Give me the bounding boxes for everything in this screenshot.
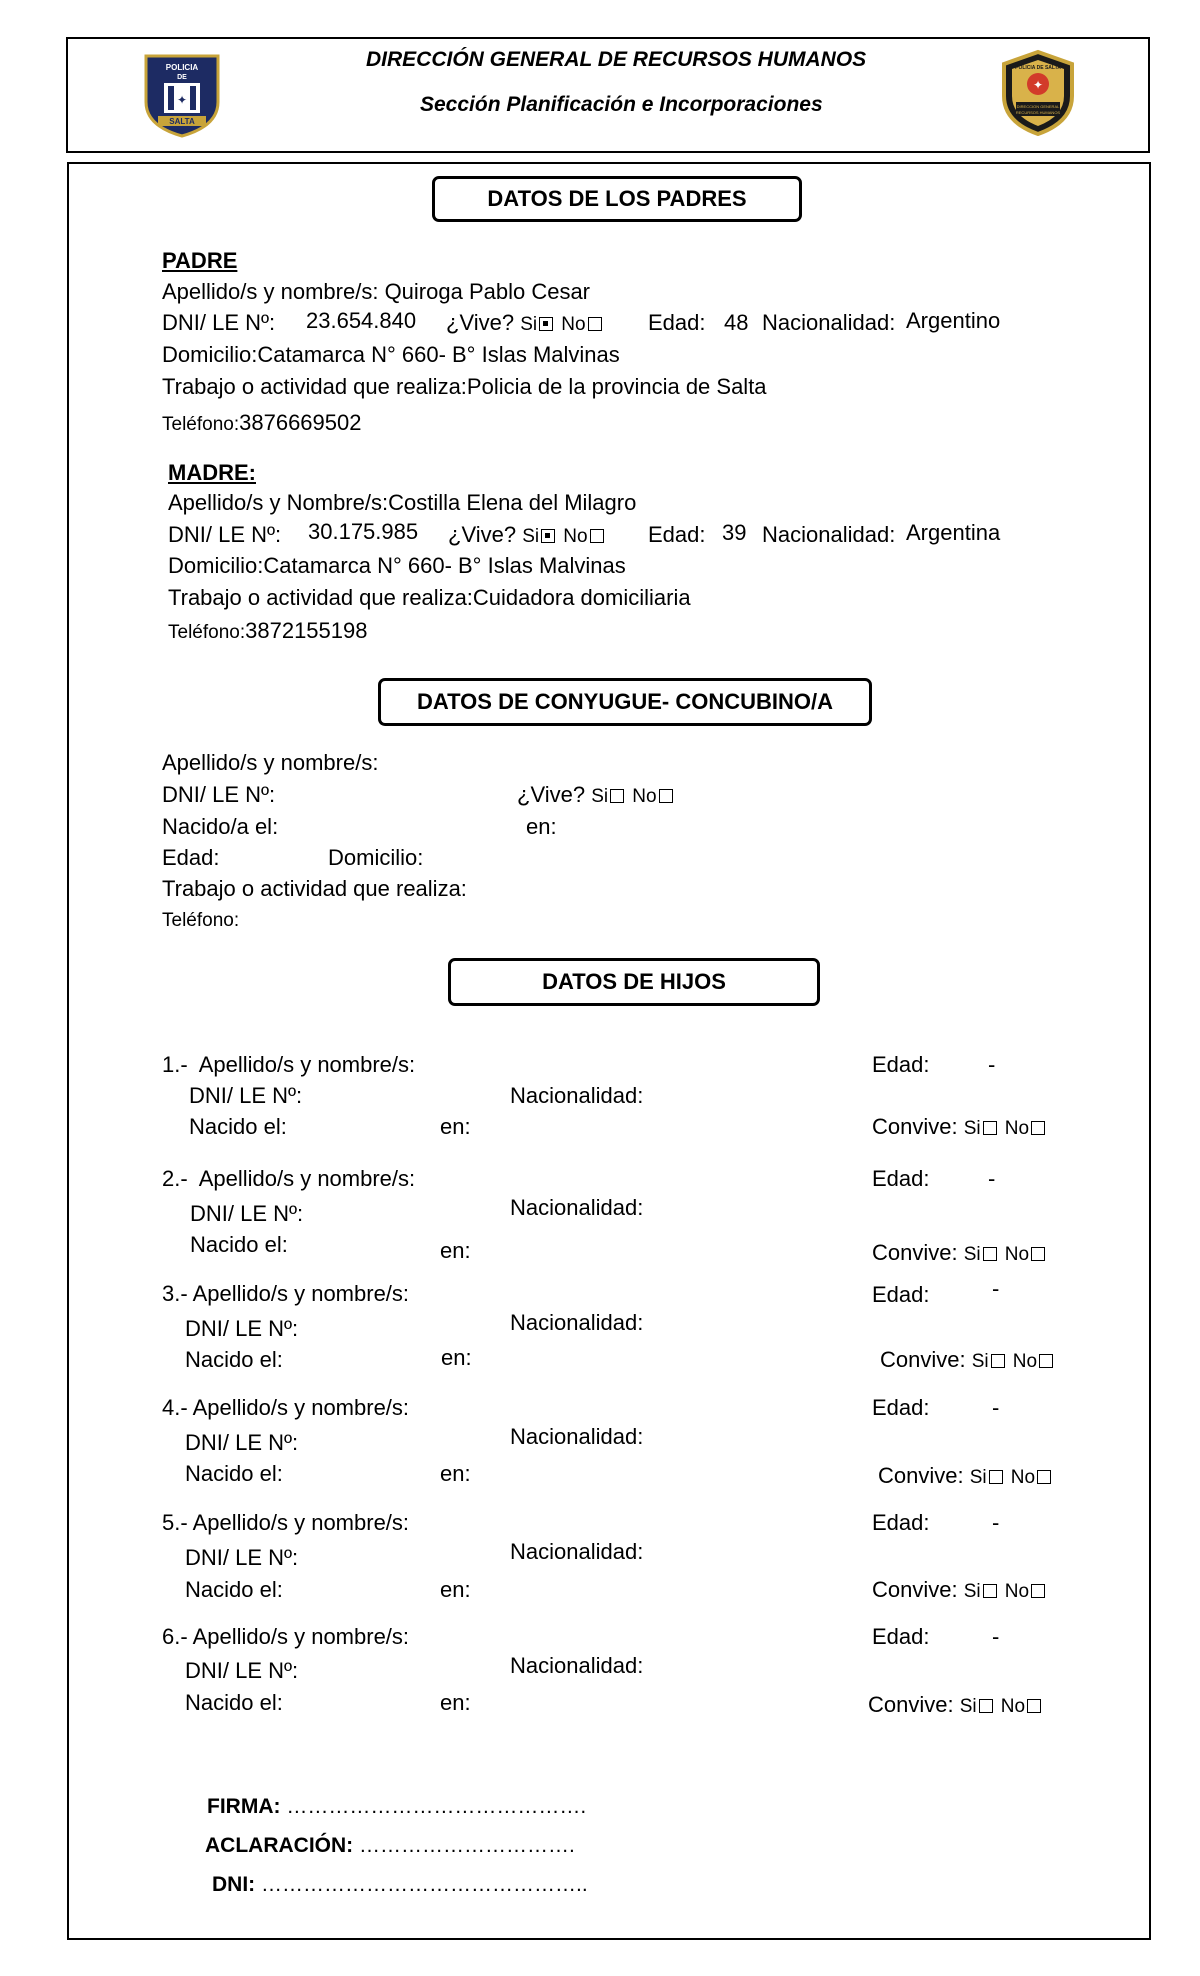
- dni-signature-label: DNI:: [212, 1873, 256, 1896]
- hijo-1-nacionalidad-label: Nacionalidad:: [510, 1083, 644, 1108]
- madre-trabajo-value[interactable]: Cuidadora domiciliaria: [472, 585, 691, 610]
- madre-edad-value[interactable]: 39: [722, 520, 747, 545]
- madre-telefono-row: [168, 618, 367, 644]
- padre-edad-label: Edad:: [648, 310, 706, 335]
- hijo-5-num: 5.-: [162, 1510, 188, 1535]
- hijo-4-si-label: Si: [969, 1467, 987, 1488]
- police-salta-logo-left: [140, 50, 224, 138]
- hijo-2-nacionalidad-label: Nacionalidad:: [510, 1195, 644, 1220]
- left-logo-text-1: POLICIA: [165, 63, 199, 72]
- madre-vive-group: [448, 522, 606, 548]
- hijo-2-si-label: Si: [963, 1244, 981, 1265]
- hijo-2-nacido-label: Nacido el:: [190, 1232, 288, 1257]
- hijo-6-apellido-label: Apellido/s y nombre/s:: [192, 1624, 410, 1649]
- conyuge-apellido-label: Apellido/s y nombre/s:: [162, 750, 379, 775]
- padre-vive-si-label: Si: [520, 314, 538, 335]
- hijo-3-edad-value[interactable]: -: [992, 1276, 1000, 1301]
- section-heading-hijos: DATOS DE HIJOS: [448, 958, 820, 1006]
- hijo-2-convive-group: [872, 1240, 1047, 1266]
- rrhh-badge-logo-right: [998, 48, 1078, 136]
- hijo-6-edad-label: Edad:: [872, 1624, 930, 1649]
- conyuge-nacido-label: Nacido/a el:: [162, 814, 279, 839]
- hijo-5-apellido-label: Apellido/s y nombre/s:: [192, 1510, 410, 1535]
- hijo-2-dni-label: DNI/ LE Nº:: [190, 1201, 304, 1226]
- hijo-5-edad-value[interactable]: -: [992, 1510, 1000, 1535]
- hijo-4-nacionalidad-label: Nacionalidad:: [510, 1424, 644, 1449]
- padre-trabajo-row: [162, 374, 767, 400]
- conyuge-vive-si-label: Si: [591, 786, 609, 807]
- madre-nacionalidad-label: Nacionalidad:: [762, 522, 896, 547]
- hijo-6-apellido-row: [162, 1624, 409, 1650]
- hijo-1-si-label: Si: [963, 1118, 981, 1139]
- hijo-1-num: 1.-: [162, 1052, 188, 1077]
- hijo-3-si-label: Si: [971, 1351, 989, 1372]
- section-heading-conyuge: DATOS DE CONYUGUE- CONCUBINO/A: [378, 678, 872, 726]
- hijo-2-convive-label: Convive:: [872, 1240, 958, 1265]
- conyuge-vive-label: ¿Vive?: [517, 782, 586, 807]
- madre-vive-si-label: Si: [522, 526, 540, 547]
- hijo-6-no-checkbox[interactable]: [1027, 1699, 1041, 1713]
- madre-vive-label: ¿Vive?: [448, 522, 517, 547]
- hijo-3-num: 3.-: [162, 1281, 188, 1306]
- hijo-1-edad-label: Edad:: [872, 1052, 930, 1077]
- hijo-1-convive-label: Convive:: [872, 1114, 958, 1139]
- hijo-6-dni-label: DNI/ LE Nº:: [185, 1658, 299, 1683]
- conyuge-edad-label: Edad:: [162, 845, 220, 870]
- svg-text:✦: ✦: [176, 93, 188, 107]
- hijo-3-en-label: en:: [441, 1345, 472, 1370]
- hijo-4-edad-value[interactable]: -: [992, 1395, 1000, 1420]
- padre-nacionalidad-value[interactable]: Argentino: [906, 308, 1001, 333]
- hijo-3-apellido-label: Apellido/s y nombre/s:: [192, 1281, 410, 1306]
- padre-domicilio-label: Domicilio:: [162, 342, 258, 367]
- conyuge-telefono-label: Teléfono:: [162, 910, 240, 931]
- madre-trabajo-row: [168, 585, 691, 611]
- hijo-6-convive-label: Convive:: [868, 1692, 954, 1717]
- hijo-3-si-checkbox[interactable]: [991, 1354, 1005, 1368]
- hijo-3-convive-label: Convive:: [880, 1347, 966, 1372]
- right-logo-text-1: POLICIA DE SALTA: [1015, 65, 1061, 71]
- aclaracion-label: ACLARACIÓN:: [205, 1834, 354, 1857]
- hijo-3-dni-label: DNI/ LE Nº:: [185, 1316, 299, 1341]
- hijo-2-no-label: No: [1004, 1244, 1030, 1265]
- hijo-2-apellido-label: Apellido/s y nombre/s:: [198, 1166, 416, 1191]
- dni-signature-dots[interactable]: ………………………………………..: [261, 1873, 588, 1896]
- firma-label: FIRMA:: [207, 1795, 281, 1818]
- header-subtitle: Sección Planificación e Incorporaciones: [420, 93, 823, 116]
- padre-domicilio-row: [162, 342, 620, 368]
- madre-telefono-label: Teléfono:: [168, 622, 246, 643]
- hijo-3-no-checkbox[interactable]: [1039, 1354, 1053, 1368]
- hijo-5-nacionalidad-label: Nacionalidad:: [510, 1539, 644, 1564]
- hijo-6-nacionalidad-label: Nacionalidad:: [510, 1653, 644, 1678]
- hijo-4-edad-label: Edad:: [872, 1395, 930, 1420]
- madre-dni-label: DNI/ LE Nº:: [168, 522, 282, 547]
- hijo-3-apellido-row: [162, 1281, 409, 1307]
- left-logo-text-2: DE: [177, 74, 187, 81]
- hijo-6-en-label: en:: [440, 1690, 471, 1715]
- hijo-4-dni-label: DNI/ LE Nº:: [185, 1430, 299, 1455]
- hijo-1-edad-value[interactable]: -: [988, 1052, 996, 1077]
- hijo-5-en-label: en:: [440, 1577, 471, 1602]
- hijo-2-edad-value[interactable]: -: [988, 1166, 996, 1191]
- padre-vive-group: [446, 310, 604, 336]
- hijo-2-no-checkbox[interactable]: [1031, 1247, 1045, 1261]
- firma-dots[interactable]: …………………………………….: [286, 1795, 587, 1818]
- padre-dni-value[interactable]: 23.654.840: [306, 308, 417, 333]
- hijo-4-no-checkbox[interactable]: [1037, 1470, 1051, 1484]
- hijo-4-apellido-row: [162, 1395, 409, 1421]
- madre-apellido-label: Apellido/s y Nombre/s:: [168, 490, 389, 515]
- aclaracion-row: [205, 1834, 575, 1858]
- hijo-2-num: 2.-: [162, 1166, 188, 1191]
- hijo-6-convive-group: [868, 1692, 1043, 1718]
- hijo-4-num: 4.-: [162, 1395, 188, 1420]
- madre-label: MADRE:: [168, 460, 256, 485]
- hijo-1-apellido-row: [162, 1052, 415, 1078]
- hijo-3-nacionalidad-label: Nacionalidad:: [510, 1310, 644, 1335]
- hijo-2-en-label: en:: [440, 1238, 471, 1263]
- hijo-4-si-checkbox[interactable]: [989, 1470, 1003, 1484]
- firma-row: [207, 1795, 586, 1819]
- padre-vive-no-label: No: [561, 314, 586, 335]
- hijo-1-nacido-label: Nacido el:: [189, 1114, 287, 1139]
- hijo-6-no-label: No: [1000, 1696, 1026, 1717]
- padre-vive-label: ¿Vive?: [446, 310, 515, 335]
- hijo-5-si-checkbox[interactable]: [983, 1584, 997, 1598]
- hijo-4-apellido-label: Apellido/s y nombre/s:: [192, 1395, 410, 1420]
- madre-nacionalidad-value[interactable]: Argentina: [906, 520, 1001, 545]
- conyuge-vive-group: [517, 782, 675, 808]
- hijo-4-convive-group: [878, 1463, 1053, 1489]
- madre-apellido-row: [168, 490, 636, 516]
- hijo-1-en-label: en:: [440, 1114, 471, 1139]
- hijo-5-convive-group: [872, 1577, 1047, 1603]
- madre-vive-no-label: No: [563, 526, 588, 547]
- padre-trabajo-label: Trabajo o actividad que realiza:: [162, 374, 467, 399]
- padre-vive-no-checkbox[interactable]: [588, 317, 602, 331]
- hijo-3-convive-group: [880, 1347, 1055, 1373]
- header-title: DIRECCIÓN GENERAL DE RECURSOS HUMANOS: [366, 48, 867, 71]
- hijo-4-nacido-label: Nacido el:: [185, 1461, 283, 1486]
- conyuge-vive-no-checkbox[interactable]: [659, 789, 673, 803]
- hijo-5-edad-label: Edad:: [872, 1510, 930, 1535]
- conyuge-vive-no-label: No: [632, 786, 657, 807]
- hijo-5-convive-label: Convive:: [872, 1577, 958, 1602]
- madre-domicilio-value[interactable]: Catamarca N° 660- B° Islas Malvinas: [263, 553, 626, 578]
- hijo-6-si-label: Si: [959, 1696, 977, 1717]
- padre-apellido-row: [162, 279, 590, 305]
- hijo-5-si-label: Si: [963, 1581, 981, 1602]
- svg-text:✦: ✦: [1032, 78, 1044, 92]
- padre-edad-value[interactable]: 48: [724, 310, 749, 335]
- hijo-3-no-label: No: [1012, 1351, 1038, 1372]
- madre-dni-value[interactable]: 30.175.985: [308, 519, 419, 544]
- aclaracion-dots[interactable]: ………………………….: [359, 1834, 575, 1857]
- madre-apellido-value[interactable]: Costilla Elena del Milagro: [388, 490, 637, 515]
- madre-domicilio-label: Domicilio:: [168, 553, 264, 578]
- hijo-6-num: 6.-: [162, 1624, 188, 1649]
- conyuge-vive-si-checkbox[interactable]: [610, 789, 624, 803]
- madre-domicilio-row: [168, 553, 626, 579]
- hijo-2-apellido-row: [162, 1166, 415, 1192]
- padre-dni-label: DNI/ LE Nº:: [162, 310, 276, 335]
- conyuge-domicilio-label: Domicilio:: [328, 845, 424, 870]
- padre-telefono-row: [162, 410, 361, 436]
- padre-vive-si-checkbox[interactable]: [539, 317, 553, 331]
- hijo-6-edad-value[interactable]: -: [992, 1624, 1000, 1649]
- padre-apellido-label: Apellido/s y nombre/s:: [162, 279, 379, 304]
- hijo-6-si-checkbox[interactable]: [979, 1699, 993, 1713]
- hijo-6-nacido-label: Nacido el:: [185, 1690, 283, 1715]
- hijo-5-no-label: No: [1004, 1581, 1030, 1602]
- hijo-5-nacido-label: Nacido el:: [185, 1577, 283, 1602]
- hijo-4-convive-label: Convive:: [878, 1463, 964, 1488]
- madre-edad-label: Edad:: [648, 522, 706, 547]
- hijo-2-si-checkbox[interactable]: [983, 1247, 997, 1261]
- hijo-4-en-label: en:: [440, 1461, 471, 1486]
- hijo-1-si-checkbox[interactable]: [983, 1121, 997, 1135]
- hijo-3-edad-label: Edad:: [872, 1282, 930, 1307]
- hijo-1-apellido-label: Apellido/s y nombre/s:: [198, 1052, 416, 1077]
- conyuge-en-label: en:: [526, 814, 557, 839]
- hijo-5-apellido-row: [162, 1510, 409, 1536]
- hijo-4-no-label: No: [1010, 1467, 1036, 1488]
- left-logo-text-3: SALTA: [169, 117, 195, 126]
- padre-nacionalidad-label: Nacionalidad:: [762, 310, 896, 335]
- hijo-1-no-label: No: [1004, 1118, 1030, 1139]
- dni-signature-row: [212, 1873, 588, 1897]
- madre-vive-no-checkbox[interactable]: [590, 529, 604, 543]
- hijo-5-dni-label: DNI/ LE Nº:: [185, 1545, 299, 1570]
- conyuge-dni-label: DNI/ LE Nº:: [162, 782, 276, 807]
- right-logo-text-2: DIRECCION GENERAL: [1016, 104, 1060, 109]
- hijo-2-edad-label: Edad:: [872, 1166, 930, 1191]
- section-heading-padres: DATOS DE LOS PADRES: [432, 176, 802, 222]
- hijo-1-convive-group: [872, 1114, 1047, 1140]
- madre-trabajo-label: Trabajo o actividad que realiza:: [168, 585, 473, 610]
- madre-vive-si-checkbox[interactable]: [541, 529, 555, 543]
- padre-domicilio-value[interactable]: Catamarca N° 660- B° Islas Malvinas: [257, 342, 620, 367]
- hijo-3-nacido-label: Nacido el:: [185, 1347, 283, 1372]
- padre-telefono-label: Teléfono:: [162, 414, 240, 435]
- padre-apellido-value[interactable]: Quiroga Pablo Cesar: [384, 279, 591, 304]
- hijo-5-no-checkbox[interactable]: [1031, 1584, 1045, 1598]
- padre-label: PADRE: [162, 248, 238, 273]
- padre-telefono-value[interactable]: 3876669502: [239, 410, 362, 435]
- hijo-1-dni-label: DNI/ LE Nº:: [189, 1083, 303, 1108]
- madre-telefono-value[interactable]: 3872155198: [245, 618, 368, 643]
- padre-trabajo-value[interactable]: Policia de la provincia de Salta: [466, 374, 767, 399]
- hijo-1-no-checkbox[interactable]: [1031, 1121, 1045, 1135]
- right-logo-text-3: RECURSOS HUMANOS: [1015, 110, 1061, 115]
- conyuge-trabajo-label: Trabajo o actividad que realiza:: [162, 876, 467, 901]
